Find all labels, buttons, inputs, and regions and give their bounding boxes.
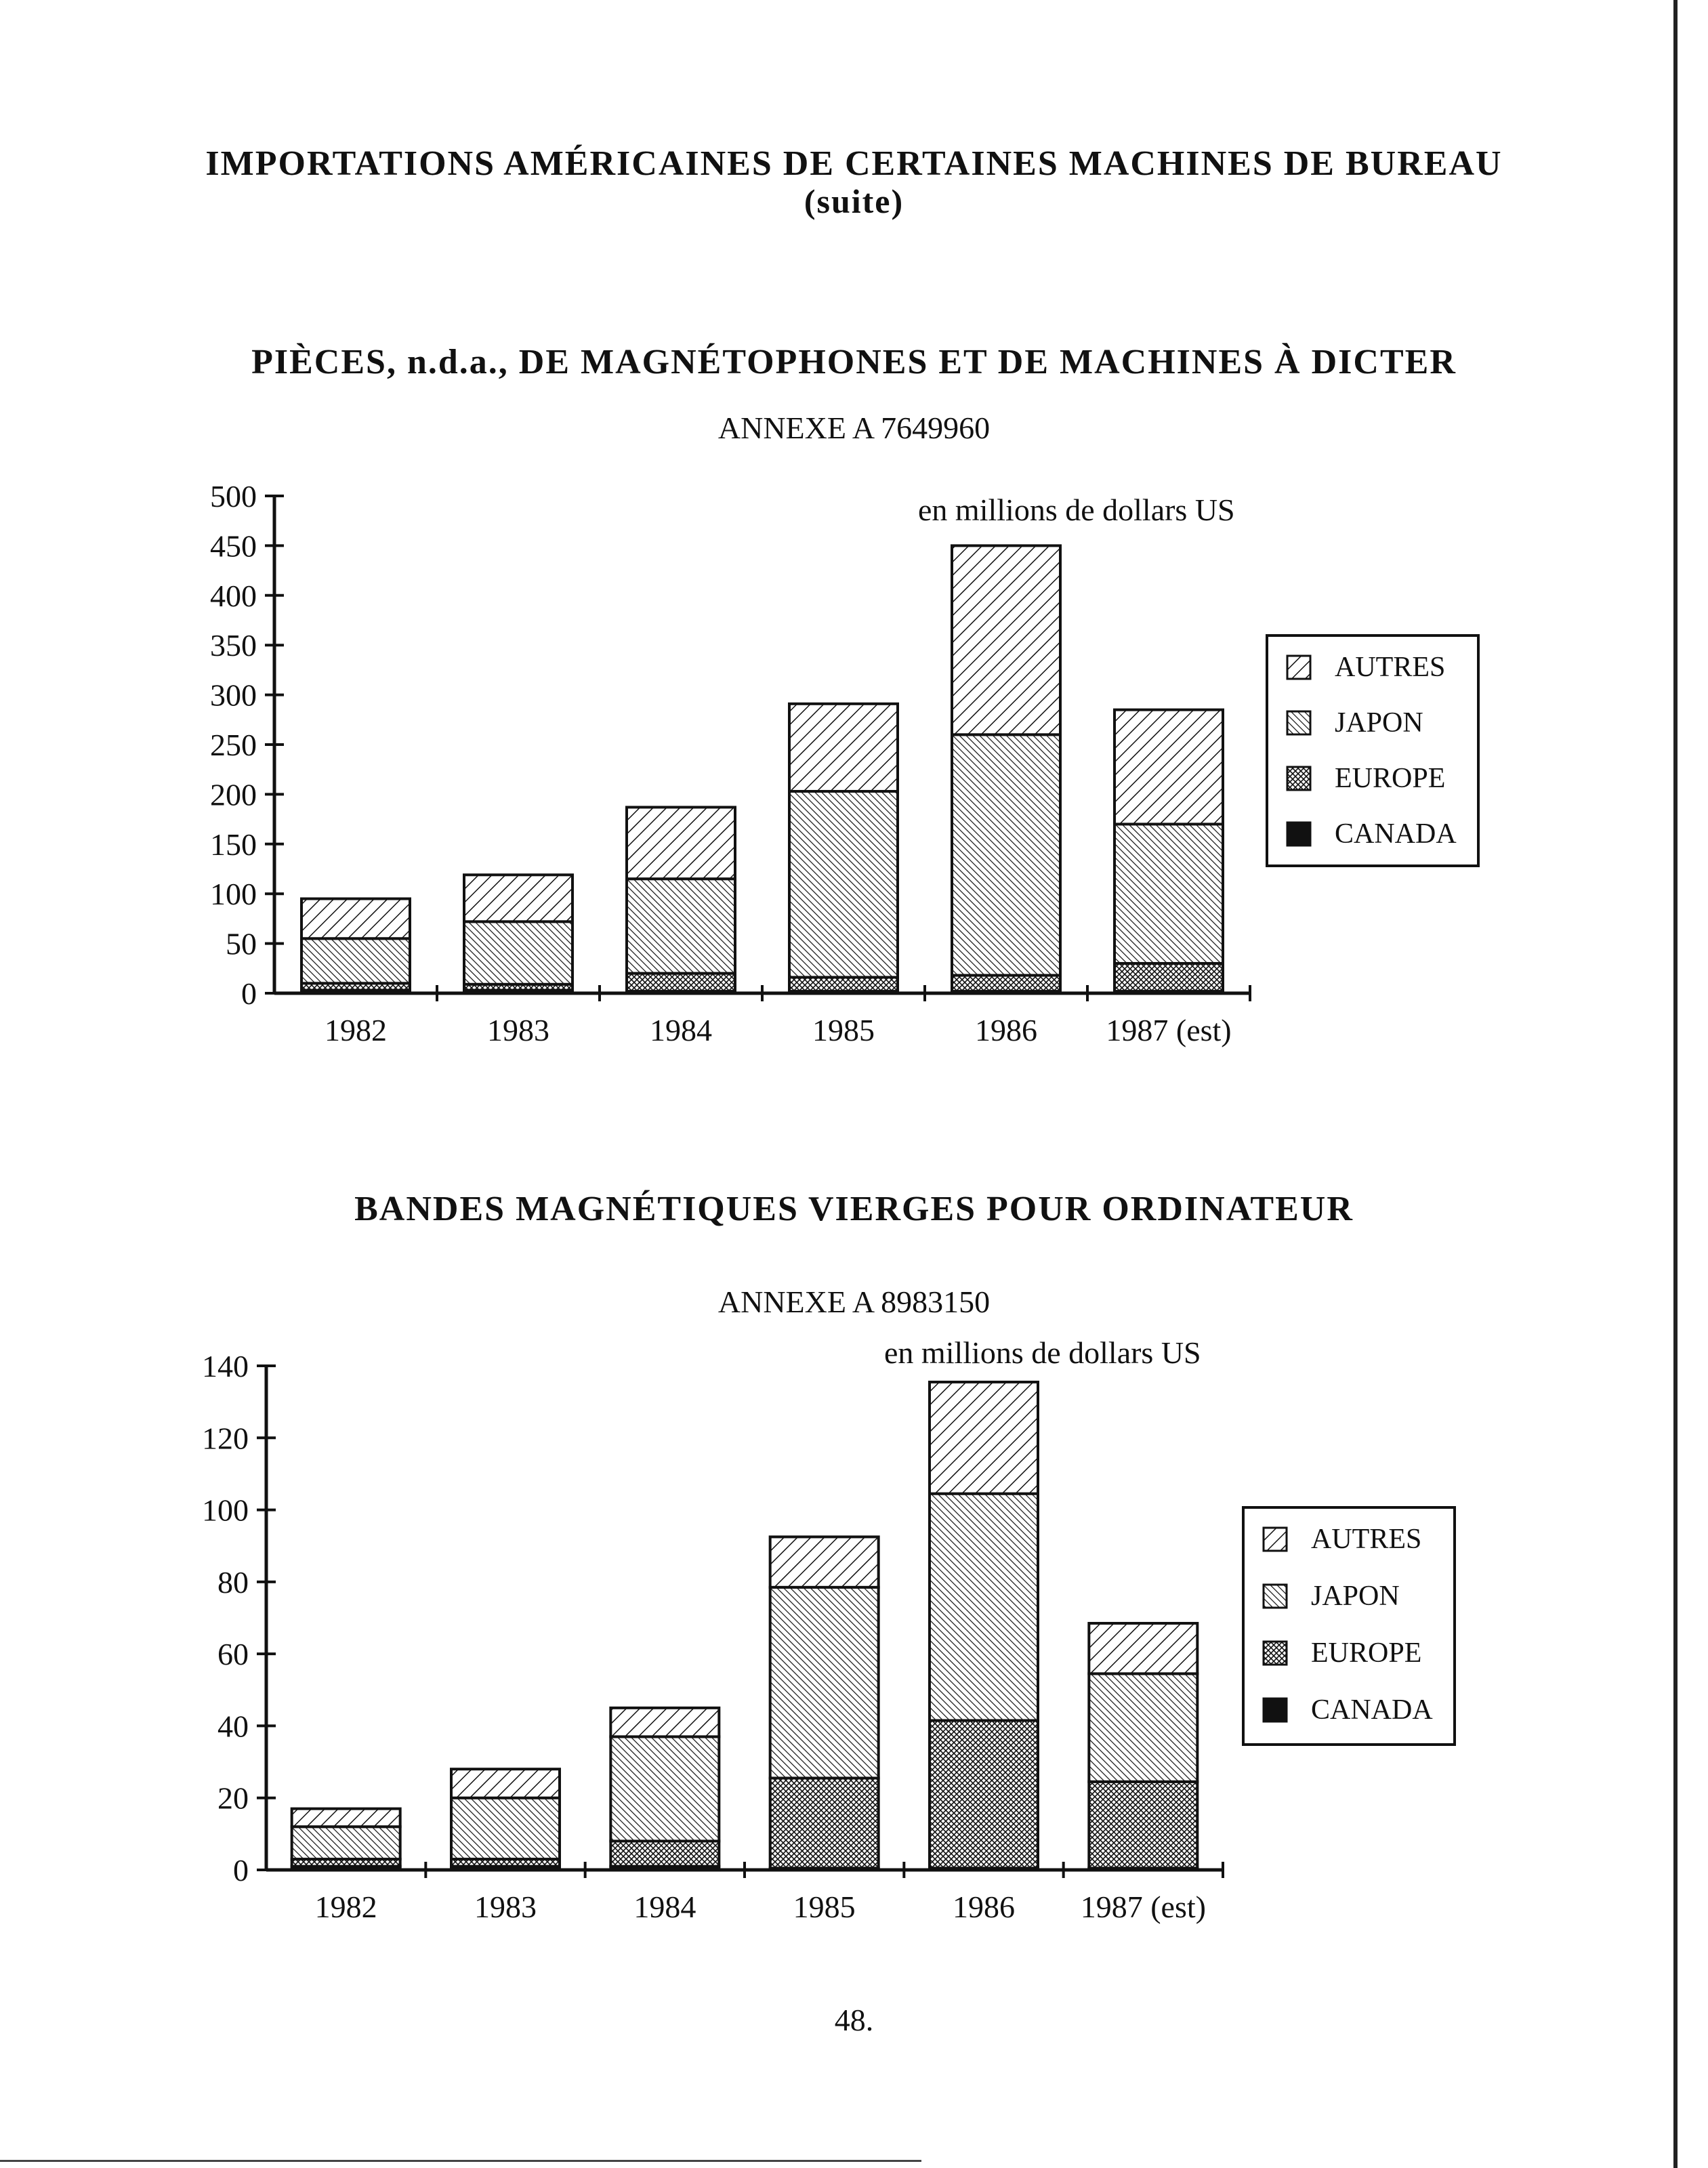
x-tick-label: 1986: [953, 1890, 1015, 1924]
y-tick-label: 40: [217, 1709, 249, 1744]
legend-label-japon: JAPON: [1311, 1581, 1400, 1612]
bar-autres-1987est: [1115, 710, 1223, 825]
legend-swatch-japon: [1264, 1585, 1287, 1608]
bar-autres-1984: [610, 1708, 719, 1737]
page-title: IMPORTATIONS AMÉRICAINES DE CERTAINES MACHINES DE BUREAU: [205, 144, 1503, 183]
page-edge-rule: [1673, 0, 1678, 2168]
bar-japon-1985: [789, 791, 898, 978]
y-tick-label: 140: [202, 1349, 249, 1383]
y-tick-label: 100: [202, 1493, 249, 1528]
bar-japon-1986: [930, 1494, 1038, 1721]
legend-swatch-autres: [1287, 656, 1310, 679]
legend-swatch-europe: [1264, 1642, 1287, 1665]
bar-europe-1987est: [1089, 1782, 1197, 1869]
legend-label-europe: EUROPE: [1311, 1638, 1422, 1669]
y-tick-label: 350: [210, 628, 257, 663]
bar-autres-1982: [301, 899, 410, 939]
page-bottom-rule: [0, 2160, 921, 2162]
bar-autres-1985: [789, 704, 898, 791]
legend-label-autres: AUTRES: [1311, 1524, 1422, 1555]
y-tick-label: 150: [210, 827, 257, 862]
x-tick-label: 1982: [325, 1013, 387, 1047]
y-tick-label: 300: [210, 678, 257, 713]
chart-2-annex: ANNEXE A 8983150: [717, 1285, 991, 1319]
x-tick-label: 1985: [793, 1890, 856, 1924]
legend-swatch-canada: [1264, 1698, 1287, 1722]
x-tick-label: 1985: [812, 1013, 875, 1047]
bar-autres-1982: [292, 1809, 400, 1827]
y-tick-label: 250: [210, 728, 257, 762]
y-tick-label: 120: [202, 1421, 249, 1456]
x-tick-label: 1986: [975, 1013, 1037, 1047]
bar-europe-1986: [930, 1720, 1038, 1868]
bar-japon-1983: [464, 921, 572, 984]
bar-europe-1985: [789, 978, 898, 992]
bar-autres-1985: [770, 1537, 879, 1587]
bar-autres-1983: [464, 875, 572, 921]
bar-japon-1982: [292, 1827, 400, 1859]
y-tick-label: 60: [217, 1637, 249, 1672]
legend-swatch-japon: [1287, 711, 1310, 734]
bar-autres-1984: [627, 807, 735, 879]
bar-japon-1984: [627, 879, 735, 973]
chart-2-title: BANDES MAGNÉTIQUES VIERGES POUR ORDINATEUR: [354, 1190, 1354, 1228]
bar-japon-1986: [952, 734, 1060, 975]
x-tick-label: 1983: [474, 1890, 537, 1924]
y-tick-label: 80: [217, 1564, 249, 1600]
legend-label-canada: CANADA: [1335, 818, 1457, 850]
bar-autres-1986: [930, 1382, 1038, 1494]
bar-europe-1987est: [1115, 963, 1223, 991]
y-tick-label: 200: [210, 777, 257, 812]
x-tick-label: 1984: [650, 1013, 712, 1047]
chart-1-annex: ANNEXE A 7649960: [717, 411, 991, 445]
chart-1-title: PIÈCES, n.d.a., DE MAGNÉTOPHONES ET DE MACHINES À DICTER: [251, 343, 1457, 381]
bar-europe-1984: [627, 974, 735, 991]
page-subtitle: (suite): [804, 182, 904, 220]
legend-label-canada: CANADA: [1311, 1694, 1433, 1726]
page-number: 48.: [834, 2003, 874, 2037]
bar-autres-1986: [952, 545, 1060, 734]
y-tick-label: 500: [210, 479, 257, 514]
y-tick-label: 0: [241, 976, 257, 1011]
bar-autres-1987est: [1089, 1623, 1197, 1673]
x-tick-label: 1983: [487, 1013, 549, 1047]
legend-label-autres: AUTRES: [1335, 652, 1446, 683]
legend-label-europe: EUROPE: [1335, 763, 1446, 794]
bar-japon-1984: [610, 1736, 719, 1841]
bar-japon-1985: [770, 1587, 879, 1778]
chart-2-unit: en millions de dollars US: [884, 1335, 1201, 1370]
y-tick-label: 450: [210, 528, 257, 564]
x-tick-label: 1982: [314, 1890, 377, 1924]
bar-japon-1983: [451, 1798, 560, 1859]
chart-1: [0, 467, 1558, 1077]
bar-autres-1983: [451, 1769, 560, 1798]
y-tick-label: 100: [210, 877, 257, 912]
bar-japon-1987est: [1115, 824, 1223, 963]
chart-1-unit: en millions de dollars US: [918, 493, 1235, 527]
bar-japon-1982: [301, 938, 410, 983]
legend-swatch-europe: [1287, 767, 1310, 790]
chart-2: [0, 1341, 1558, 1951]
x-tick-label: 1987 (est): [1080, 1890, 1206, 1924]
bar-europe-1986: [952, 976, 1060, 991]
bar-europe-1985: [770, 1778, 879, 1868]
legend-swatch-canada: [1287, 822, 1310, 846]
y-tick-label: 50: [226, 926, 257, 961]
bar-japon-1987est: [1089, 1673, 1197, 1781]
x-tick-label: 1984: [633, 1890, 696, 1924]
legend-swatch-autres: [1264, 1528, 1287, 1551]
y-tick-label: 0: [233, 1853, 249, 1888]
legend-label-japon: JAPON: [1335, 707, 1423, 738]
x-tick-label: 1987 (est): [1106, 1013, 1232, 1047]
y-tick-label: 20: [217, 1780, 249, 1816]
bar-europe-1984: [610, 1841, 719, 1866]
y-tick-label: 400: [210, 578, 257, 613]
